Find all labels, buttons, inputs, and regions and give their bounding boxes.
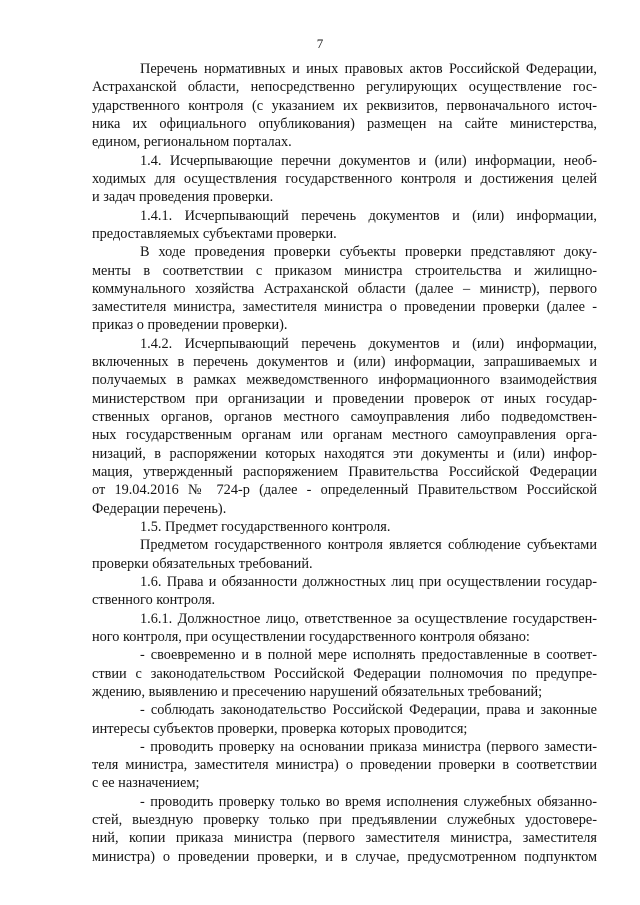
text-line: 1.6.1. Должностное лицо, ответственное за осуществление государствен- (140, 610, 597, 627)
text-line: 1.4. Исчерпывающие перечни документов и (или) информации, необ- (140, 152, 597, 169)
text-line: включенных в перечень документов и (или) информации, запрашиваемых и (92, 354, 597, 371)
text-line: едином, региональном порталах. (92, 134, 292, 151)
text-line: ного контроля, при осуществлении государственного контроля обязано: (92, 628, 530, 645)
text-line: Астраханской области, непосредственно регулирующих осуществление гос- (92, 79, 597, 96)
text-line: и задач проведения проверки. (92, 189, 274, 206)
text-line: ствии с законодательством Российской Федерации полномочия по предупре- (92, 665, 597, 682)
text-line: - проводить проверку только во время исполнения служебных обязанно- (140, 793, 597, 810)
text-line: ждению, выявлению и пресечению нарушений обязательных требований; (92, 683, 543, 700)
text-line: предоставляемых субъектами проверки. (92, 225, 337, 242)
text-line: теля министра, заместителя министра) о проведении проверки в соответствии (92, 757, 597, 774)
text-line: 1.5. Предмет государственного контроля. (140, 519, 391, 535)
text-line: ника их официального опубликования) размещен на сайте министерства, (92, 115, 597, 132)
text-line: интересы субъектов проверки, проверка которых проводится; (92, 720, 468, 737)
text-line: ний, копии приказа министра (первого заместителя министра, заместителя (92, 830, 597, 847)
text-line: коммунального хозяйства Астраханской области (далее – министр), первого (92, 280, 597, 297)
text-line: заместителя министра, заместителя министра о проведении проверки (далее - (92, 299, 597, 316)
text-line: ных государственным органам или органам местного самоуправления орга- (92, 427, 597, 444)
text-line: В ходе проведения проверки субъекты проверки представляют доку- (140, 244, 597, 261)
text-line: ственного контроля. (92, 592, 216, 609)
text-line: приказ о проведении проверки). (92, 317, 288, 334)
text-line: 1.4.1. Исчерпывающий перечень документов и (или) информации, (140, 207, 597, 224)
text-line: получаемых в рамках межведомственного информационного взаимодействия (92, 372, 597, 389)
text-line: - проводить проверку на основании приказа министра (первого замести- (140, 738, 597, 755)
text-line: министра) о проведении проверки, и в случае, предусмотренном подпунктом (92, 848, 597, 865)
text-line: - соблюдать законодательство Российской Федерации, права и законные (140, 702, 597, 719)
text-line: стей, выездную проверку только при предъявлении служебных удостовере- (92, 812, 597, 829)
text-line: ственных органов, органов местного самоуправления либо подведомствен- (92, 409, 597, 426)
text-line: низаций, в распоряжении которых находятся эти документы и (или) инфор- (92, 445, 597, 462)
text-line: Предметом государственного контроля является соблюдение субъектами (140, 537, 597, 554)
text-line: 1.6. Права и обязанности должностных лиц при осуществлении государ- (140, 573, 597, 590)
text-line: менты в соответствии с приказом министра строительства и жилищно- (92, 262, 597, 279)
text-line: Федерации перечень). (92, 500, 227, 517)
page-number: 7 (316, 36, 324, 51)
text-line: проверки обязательных требований. (92, 555, 313, 572)
text-line: с ее назначением; (92, 775, 200, 792)
text-line: ударственного контроля (с указанием их реквизитов, первоначального источ- (92, 97, 597, 114)
text-line: 1.4.2. Исчерпывающий перечень документов и (или) информации, (140, 335, 597, 352)
text-line: министерством при организации и проведении проверок от иных государ- (92, 390, 597, 407)
text-line: от 19.04.2016 № 724-р (далее - определенный Правительством Российской (92, 482, 597, 499)
text-line: Перечень нормативных и иных правовых актов Российской Федерации, (140, 61, 597, 77)
text-line: - своевременно и в полной мере исполнять предоставленные в соответ- (140, 647, 597, 664)
text-line: мация, утвержденный распоряжением Правительства Российской Федерации (92, 464, 597, 481)
text-line: ходимых для осуществления государственного контроля и достижения целей (92, 170, 597, 187)
